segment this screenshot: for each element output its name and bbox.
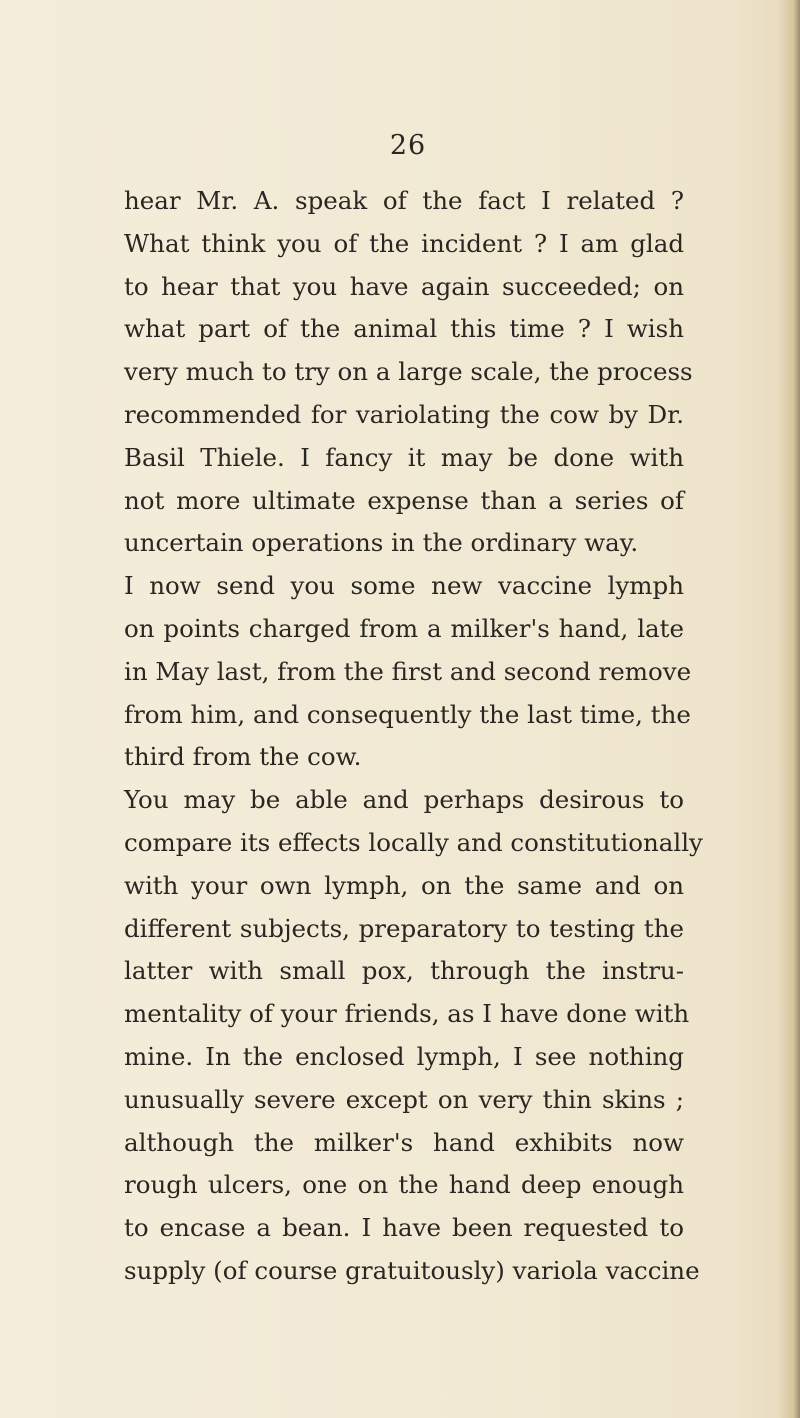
text-line: different subjects, preparatory to testing the: [124, 913, 684, 943]
text-line: mine. In the enclosed lymph, I see nothing: [124, 1041, 684, 1071]
text-line: to encase a bean. I have been requested to: [124, 1213, 684, 1243]
text-line: I now send you some new vaccine lymph: [124, 571, 684, 601]
text-line: although the milker's hand exhibits now: [124, 1127, 684, 1157]
text-line: hear Mr. A. speak of the fact I related ?: [124, 186, 684, 215]
text-line: with your own lymph, on the same and on: [124, 870, 684, 900]
text-line: unusually severe except on very thin skins ;: [124, 1084, 684, 1114]
page-edge-shadow: [778, 0, 800, 1418]
text-line: mentality of your friends, as I have done with: [124, 999, 690, 1029]
text-line: on points charged from a milker's hand, late: [124, 613, 684, 643]
text-line: in May last, from the first and second remove: [124, 656, 692, 686]
text-line: what part of the animal this time ? I wish: [124, 314, 684, 344]
text-line: Basil Thiele. I fancy it may be done with: [124, 442, 684, 472]
text-line: recommended for variolating the cow by Dr.: [124, 399, 684, 429]
text-line: compare its effects locally and constitutionally: [124, 827, 703, 857]
page-number: 26: [389, 130, 427, 161]
text-line: You may be able and perhaps desirous to: [124, 785, 684, 815]
text-line: third from the cow.: [124, 742, 362, 772]
text-line: What think you of the incident ? I am glad: [124, 228, 684, 258]
body-text: [124, 180, 703, 1293]
text-line: from him, and consequently the last time, the: [124, 699, 691, 729]
text-line: not more ultimate expense than a series of: [124, 485, 684, 515]
text-line: uncertain operations in the ordinary way.: [124, 528, 639, 558]
text-line: to hear that you have again succeeded; on: [124, 271, 684, 301]
text-line: very much to try on a large scale, the process: [124, 357, 693, 387]
text-line: supply (of course gratuitously) variola vaccine: [124, 1255, 700, 1285]
text-line: latter with small pox, through the instru-: [124, 956, 684, 986]
text-line: rough ulcers, one on the hand deep enough: [124, 1170, 684, 1200]
